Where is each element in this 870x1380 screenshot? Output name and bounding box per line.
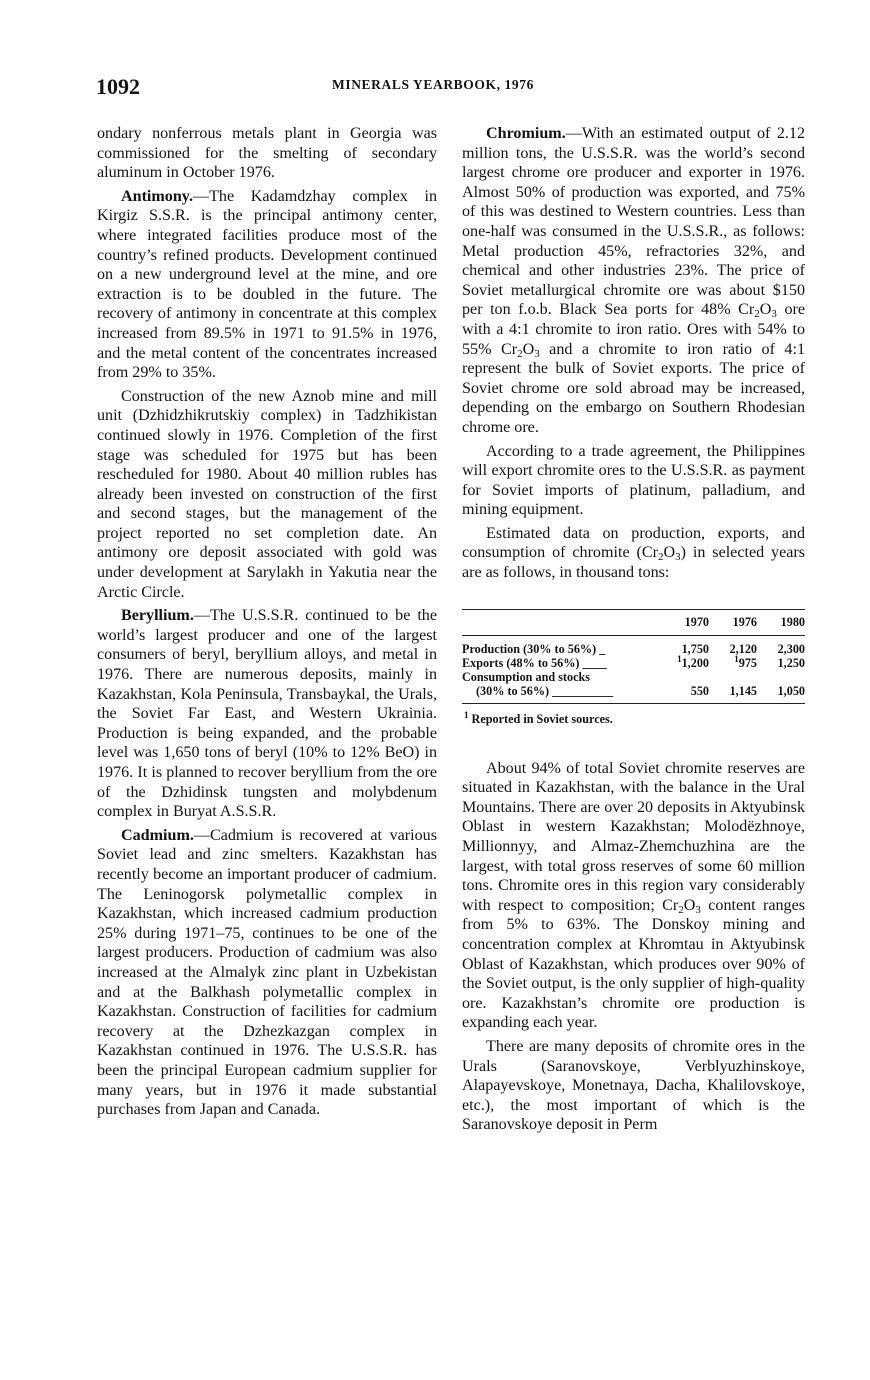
cadmium-text: —Cadmium is recovered at various Soviet lead and zinc smelters. Kazakhstan has recently become an important producer of cadmium. The Leninogorsk polymetallic complex in Kazakhstan, which increased cadmium production 25% during 1971–75, continues to be one of the largest producers. Production of cadmium was also increased at the Almalyk zinc plant in Uzbekistan and at the Balkhash polymetallic complex in Kazakhstan. Construction of facilities for cadmium recovery at the Dzhezkazgan complex in Kazakhstan continued in 1976. The U.S.S.R. has been the principal European cadmium supplier for many years, but in 1976 it made substantial purchases from Japan and Canada. (97, 826, 437, 1119)
chem-o: O (522, 340, 535, 358)
chem-o: O (683, 896, 696, 914)
table-cell: $^1$975 (734, 653, 757, 670)
table-row (462, 642, 805, 656)
antimony-text: —The Kadamdzhay complex in Kirgiz S.S.R. is the principal antimony center, where integrated facilities produce most of the country’s refined products. Development continued on a new underground level at the mine, and ore extraction is to be doubled in the future. The recovery of antimony in concentrate at this complex increased from 89.5% in 1971 to 91.5% in 1976, and the metal content of the concentrates increased from 29% to 35%. (97, 187, 437, 382)
table-cell: 2,300 (777, 641, 805, 656)
chem-subscript: 3 (675, 551, 681, 564)
table-row (462, 684, 805, 698)
chromium-text-a: —With an estimated output of 2.12 million tons, the U.S.S.R. was the world’s second largest chrome ore producer and exporter in 1976. Almost 50% of production was exported, and 75% of this was destined to Western countries. Less than one-half was consumed in the U.S.S.R., as follows: Metal production 45%, refractories 32%, and chemical and other industries 23%. The price of Soviet metallurgical chromite ore was about $150 per ton f.o.b. Black Sea ports for 48% Cr (462, 125, 805, 319)
table-footnote (462, 709, 805, 727)
table-row-label: Exports (48% to 56%) ____ (462, 655, 607, 670)
chromium-paragraph (462, 124, 805, 438)
table-column-header: 1980 (780, 614, 805, 629)
cadmium-heading: Cadmium. (121, 826, 194, 844)
table-cell: $^1$1,200 (677, 653, 709, 670)
chem-subscript: 2 (657, 551, 664, 564)
table-column-header: 1970 (684, 614, 709, 629)
estimated-data-paragraph (462, 524, 805, 583)
chem-subscript: 3 (695, 903, 701, 916)
chem-o: O (663, 544, 676, 562)
footnote-marker: 1 (677, 653, 682, 664)
cadmium-paragraph (97, 826, 437, 1120)
table-row (462, 670, 805, 684)
table-header-row (462, 615, 805, 629)
antimony-paragraph-2: Construction of the new Aznob mine and mill unit (Dzhidzhikrutskiy complex) in Tadzhikistan continued slowly in 1976. Completion of the first stage was scheduled for 1975 but has been rescheduled for 1980. About 40 million rubles has already been invested on construction of the first and second stages, but the management of the project reported no set completion date. An antimony ore deposit associated with gold was under development at Sarylakh in Yakutia near the Arctic Circle. (97, 387, 437, 601)
table-cell: 1,250 (777, 655, 805, 670)
urals-paragraph: There are many deposits of chromite ores in the Urals (Saranovskoye, Verblyuzhinskoye, Alapayevskoye, Monetnaya, Dacha, Khalilovskoye, etc.), the most important of which is the Saranovskoye deposit in Perm (462, 1037, 805, 1134)
reserves-paragraph (462, 759, 805, 1033)
page-number: 1092 (96, 74, 140, 99)
chem-subscript: 3 (771, 308, 777, 321)
table-row (462, 653, 805, 670)
chem-subscript: 2 (678, 903, 684, 916)
estimated-data-text-b: ) in selected years are as follows, in thousand tons: (462, 544, 806, 582)
chem-o: O (759, 301, 772, 319)
table-bottom-rule (462, 703, 805, 704)
beryllium-text: —The U.S.S.R. continued to be the world’s largest producer and one of the largest consumers of beryl, beryllium alloys, and metal in 1976. There are numerous deposits, mainly in Kazakhstan, Kola Peninsula, Transbaykal, the Urals, the Soviet Far East, and Western Ukrainia. Production is being expanded, and the probable level was 1,650 tons of beryl (10% to 12% BeO) in 1976. It is planned to recover beryllium from the ore of the Dzhidinsk tungsten and molybdenum complex in Buryat A.S.S.R. (97, 607, 437, 821)
reserves-text-a: About 94% of total Soviet chromite reserves are situated in Kazakhstan, with the balance in the Ural Mountains. There are over 20 deposits in Aktyubinsk Oblast in western Kazakhstan; Molodëzhnoye, Millionnyy, and Almaz-Zhemchuzhina are the largest, with total gross reserves of some 60 million tons. Chromite ores in this region vary considerably with respect to composition; Cr (462, 759, 805, 914)
running-head: MINERALS YEARBOOK, 1976 (332, 77, 534, 92)
chromium-text-c: and a chromite to iron ratio of 4:1 represent the bulk of Soviet exports. The price of Soviet chrome ore sold abroad may be increased, depending on the embargo on Southern Rhodesian chrome ore. (462, 340, 805, 436)
footnote-marker: 1 (734, 653, 739, 664)
table-cell: 1,050 (777, 683, 805, 698)
trade-agreement-paragraph: According to a trade agreement, the Philippines will export chromite ores to the U.S.S.R. as payment for Soviet imports of platinum, palladium, and mining equipment. (462, 442, 805, 519)
chromium-heading: Chromium. (486, 125, 566, 142)
table-row-label: Production (30% to 56%) _ (462, 641, 606, 656)
table-header-rule (462, 635, 805, 636)
table-top-rule (462, 609, 805, 610)
table-row-label: Consumption and stocks (462, 669, 591, 684)
chem-subscript: 2 (517, 347, 523, 360)
estimated-data-text-a: Estimated data on production, exports, and consumption of chromite (Cr (462, 524, 805, 562)
table-cell: 1,750 (681, 641, 709, 656)
chromite-table (462, 609, 805, 727)
chem-subscript: 3 (534, 347, 540, 360)
left-column (97, 124, 437, 1124)
chromium-text-b: ore with a 4:1 chromite to iron ratio. Ores with 54% to 55% Cr (462, 301, 805, 358)
table-cell: 1,145 (729, 683, 757, 698)
table-column-header: 1976 (732, 614, 757, 629)
beryllium-paragraph (97, 606, 437, 822)
table-row-label: (30% to 56%) __________ (476, 683, 614, 698)
table-cell: 2,120 (729, 641, 757, 656)
page-header (96, 74, 806, 102)
beryllium-heading: Beryllium. (121, 607, 194, 625)
antimony-paragraph (97, 187, 437, 383)
footnote-marker: 1 (464, 709, 469, 720)
intro-paragraph: ondary nonferrous metals plant in Georgia was commissioned for the smelting of secondary aluminum in October 1976. (97, 125, 437, 182)
right-column (462, 124, 805, 1139)
antimony-heading: Antimony. (121, 187, 193, 205)
reserves-text-b: content ranges from 5% to 63%. The Donskoy mining and concentration complex at Khromtau in Aktyubinsk Oblast of Kazakhstan, which produces over 90% of the Soviet output, is the only supplier of high-quality ore. Kazakhstan’s chromite ore production is expanding each year. (462, 896, 805, 1032)
footnote-text: Reported in Soviet sources. (471, 711, 613, 726)
table-cell: 550 (690, 683, 709, 698)
chem-subscript: 2 (754, 308, 760, 321)
